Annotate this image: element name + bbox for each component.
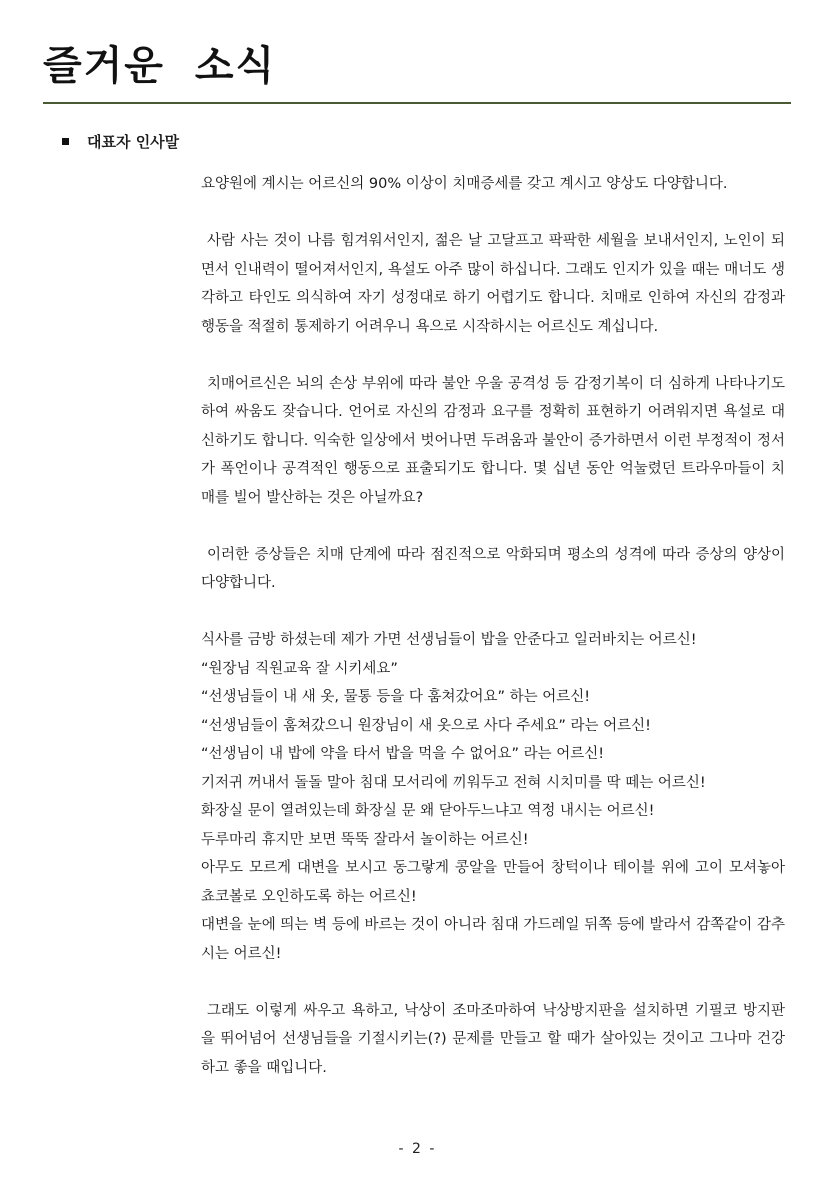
- page-title: 즐거운 소식: [43, 43, 277, 89]
- list-item: “원장님 직원교육 잘 시키세요”: [201, 660, 398, 677]
- title-divider: [43, 102, 791, 104]
- list-item: “선생님들이 훔쳐갔으니 원장님이 새 옷으로 사다 주세요” 라는 어르신!: [201, 717, 651, 734]
- page-header: [43, 38, 791, 94]
- body-paragraph-2: 사람 사는 것이 나름 힘겨워서인지, 젊은 날 고달프고 팍팍한 세월을 보내서인지, 노인이 되면서 인내력이 떨어져서인지, 욕설도 아주 많이 하십니다. 그래도 인지가 있을 때는 매너도 생각하고 타인도 의식하여 자기 성정대로 하기 어렵기도 합니다. 치매로 인하여 자신의 감정과 행동을 적절히 통제하기 어려우니 욕으로 시작하시는 어르신도 계십니다.: [201, 233, 785, 335]
- square-bullet-icon: [62, 138, 69, 145]
- article-body: [201, 170, 785, 1111]
- section-heading: [62, 131, 179, 152]
- list-item: 아무도 모르게 대변을 보시고 동그랗게 콩알을 만들어 창턱이나 테이블 위에 고이 모셔놓아 쵸코볼로 오인하도록 하는 어르신!: [201, 860, 785, 905]
- body-paragraph-3: 치매어르신은 뇌의 손상 부위에 따라 불안 우울 공격성 등 감정기복이 더 심하게 나타나기도 하여 싸움도 잦습니다. 언어로 자신의 감정과 요구를 정확히 표현하기 어려워지면 욕설로 대신하기도 합니다. 익숙한 일상에서 벗어나면 두려움과 불안이 증가하면서 이런 부정적이 정서가 폭언이나 공격적인 행동으로 표출되기도 합니다. 몇 십년 동안 억눌렸던 트라우마들이 치매를 빌어 발산하는 것은 아닐까요?: [201, 375, 785, 506]
- list-item: “선생님이 내 밥에 약을 타서 밥을 먹을 수 없어요” 라는 어르신!: [201, 746, 605, 762]
- list-item: 대변을 눈에 띄는 벽 등에 바르는 것이 아니라 침대 가드레일 뒤쪽 등에 발라서 감쪽같이 감추시는 어르신!: [201, 917, 785, 962]
- intro-paragraph: 요양원에 계시는 어르신의 90% 이상이 치매증세를 갖고 계시고 양상도 다양합니다.: [201, 176, 728, 192]
- page-number: - 2 -: [398, 1141, 437, 1157]
- list-item: 두루마리 휴지만 보면 뚝뚝 잘라서 놀이하는 어르신!: [201, 831, 529, 848]
- list-item: 기저귀 꺼내서 돌돌 말아 침대 모서리에 끼워두고 전혀 시치미를 딱 떼는 어르신!: [201, 774, 706, 791]
- section-heading-label: 대표자 인사말: [87, 133, 180, 151]
- body-paragraph-4: 이러한 증상들은 치매 단계에 따라 점진적으로 악화되며 평소의 성격에 따라 증상의 양상이 다양합니다.: [201, 546, 785, 591]
- list-item: “선생님들이 내 새 옷, 물통 등을 다 훔쳐갔어요” 하는 어르신!: [201, 689, 591, 705]
- list-item: 식사를 금방 하셨는데 제가 가면 선생님들이 밥을 안준다고 일러바치는 어르신!: [201, 632, 697, 648]
- examples-list: [201, 626, 785, 968]
- closing-paragraph: 그래도 이렇게 싸우고 욕하고, 낙상이 조마조마하여 낙상방지판을 설치하면 기필코 방지판을 뛰어넘어 선생님들을 기절시키는(?) 문제를 만들고 할 때가 살아있는 것이고 그나마 건강하고 좋을 때입니다.: [201, 1002, 785, 1076]
- list-item: 화장실 문이 열려있는데 화장실 문 왜 닫아두느냐고 역정 내시는 어르신!: [201, 803, 655, 819]
